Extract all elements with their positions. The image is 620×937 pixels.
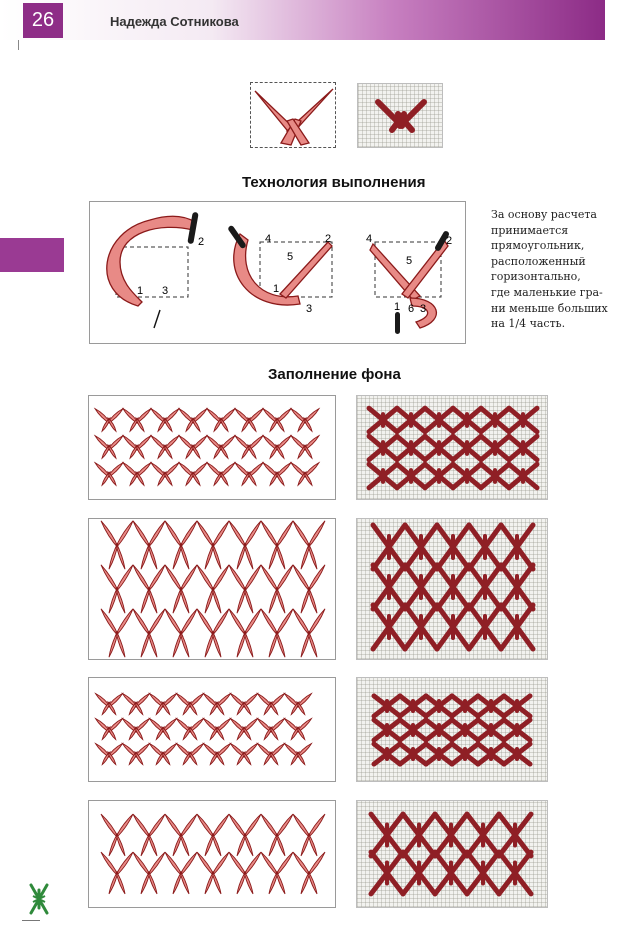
stitch-leaf <box>308 543 317 569</box>
side-tab <box>0 238 64 272</box>
step3-diagram <box>370 230 453 334</box>
stitch-leaf <box>116 833 125 856</box>
step3-label-5: 5 <box>406 255 413 267</box>
pattern-fabric-2-stitches <box>357 519 549 661</box>
step1-label-3: 3 <box>162 285 169 297</box>
stitch-leaf <box>276 587 285 613</box>
step3-label-1: 1 <box>394 301 401 313</box>
technique-title: Технология выполнения <box>242 174 426 191</box>
stitch-leaf <box>276 833 285 856</box>
pattern-diagram-4 <box>88 800 336 908</box>
description-line: ни меньше больших <box>491 301 608 315</box>
pattern-fabric-3-stitches <box>357 678 549 783</box>
stitch-leaf <box>244 631 253 657</box>
pattern-4-stitches <box>89 801 337 909</box>
pattern-diagram-1 <box>88 395 336 500</box>
stitch-leaf <box>116 543 125 569</box>
guide-line <box>18 40 19 50</box>
guide-line <box>22 920 40 921</box>
stitch-leaf <box>244 543 253 569</box>
stitch-leaf <box>212 871 221 894</box>
step3-label-3: 3 <box>420 303 427 315</box>
step1-diagram <box>107 212 199 328</box>
stitch-leaf <box>148 587 157 613</box>
single-stitch-svg <box>251 83 337 149</box>
stitch-leaf <box>276 631 285 657</box>
single-stitch-diagram <box>250 82 336 148</box>
stitch-leaf <box>308 587 317 613</box>
step3-label-6: 6 <box>408 303 415 315</box>
stitch-leaf <box>116 631 125 657</box>
single-stitch-fabric <box>357 83 443 148</box>
stitch-leaf <box>276 543 285 569</box>
pattern-fabric-4 <box>356 800 548 908</box>
single-stitch <box>255 89 333 145</box>
stitch-leaf <box>148 871 157 894</box>
pattern-fabric-1 <box>356 395 548 500</box>
author-name: Надежда Сотникова <box>110 14 239 29</box>
step2-label-4: 4 <box>265 233 272 245</box>
stitch-leaf <box>180 587 189 613</box>
pattern-fabric-2 <box>356 518 548 660</box>
stitch-leaf <box>180 543 189 569</box>
stitch-leaf <box>212 631 221 657</box>
stitch-leaf <box>116 587 125 613</box>
description-line: расположенный <box>491 254 586 268</box>
step2-label-2: 2 <box>325 233 332 245</box>
stitch-leaf <box>244 833 253 856</box>
stitch-leaf <box>308 871 317 894</box>
step2-label-3: 3 <box>306 303 313 315</box>
step1-label-2: 2 <box>198 236 205 248</box>
stitch-leaf <box>212 587 221 613</box>
step3-label-4: 4 <box>366 233 373 245</box>
stitch-leaf <box>180 833 189 856</box>
pattern-fabric-4-stitches <box>357 801 549 909</box>
stitch-leaf <box>308 833 317 856</box>
header-band <box>0 0 605 40</box>
pattern-3-stitches <box>89 678 337 783</box>
step2-label-5: 5 <box>287 251 294 263</box>
description-line: прямоугольник, <box>491 239 585 253</box>
step1-label-1: 1 <box>137 285 144 297</box>
stitch-leaf <box>308 631 317 657</box>
step2-diagram <box>227 225 332 305</box>
description-line: горизонтально, <box>491 270 581 284</box>
description-line: принимается <box>491 223 569 237</box>
pattern-diagram-2 <box>88 518 336 660</box>
stitch-leaf <box>212 543 221 569</box>
step2-label-1: 1 <box>273 283 280 295</box>
background-title: Заполнение фона <box>268 366 401 383</box>
decorative-logo-icon <box>28 882 50 916</box>
stitch-leaf <box>180 871 189 894</box>
pattern-fabric-3 <box>356 677 548 782</box>
step3-label-2: 2 <box>446 235 453 247</box>
description-line: на 1/4 часть. <box>491 317 566 331</box>
technique-svg <box>90 202 467 345</box>
pattern-2-stitches <box>89 519 337 661</box>
pattern-fabric-1-stitches <box>357 396 549 501</box>
stitch-leaf <box>212 833 221 856</box>
stitch-leaf <box>244 871 253 894</box>
single-stitch-fabric-svg <box>358 84 444 149</box>
description-line: где маленькие гра- <box>491 285 603 299</box>
stitch-leaf <box>148 543 157 569</box>
stitch-leaf <box>148 833 157 856</box>
technique-description <box>491 207 613 332</box>
stitch-leaf <box>116 871 125 894</box>
pattern-diagram-3 <box>88 677 336 782</box>
description-line: За основу расчета <box>491 208 597 221</box>
stitch-leaf <box>180 631 189 657</box>
page-number: 26 <box>23 3 63 38</box>
stitch-leaf <box>244 587 253 613</box>
stitch-leaf <box>276 871 285 894</box>
pattern-1-stitches <box>89 396 337 501</box>
technique-diagram <box>89 201 466 344</box>
stitch-leaf <box>148 631 157 657</box>
